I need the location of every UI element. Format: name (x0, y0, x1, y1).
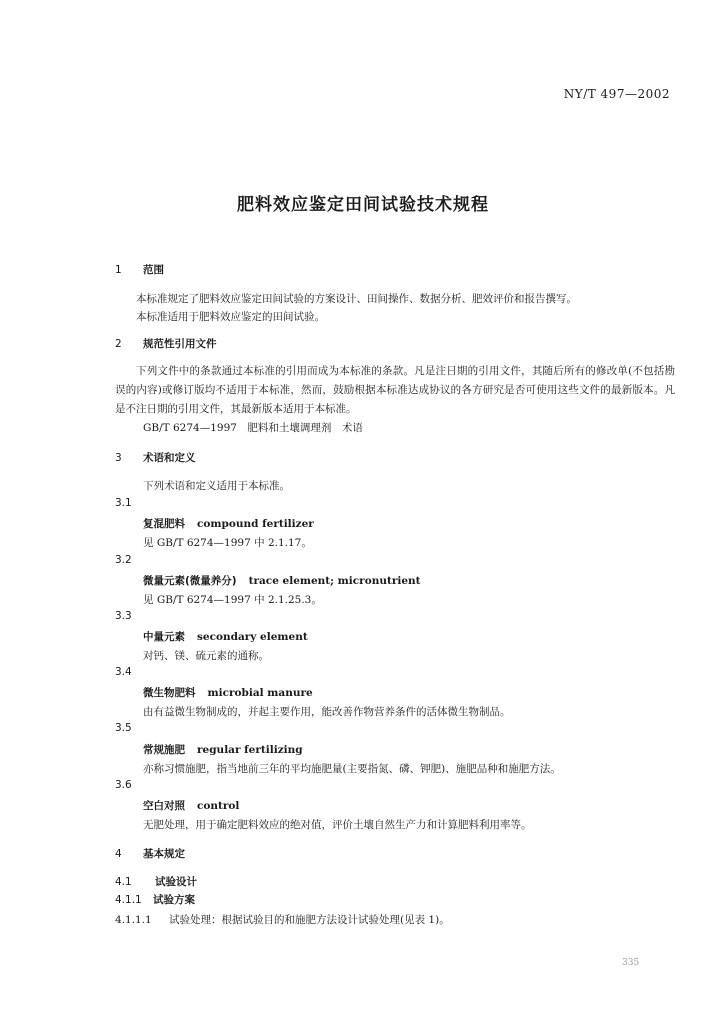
section-number: 4.1 (115, 876, 132, 888)
section-title: 术语和定义 (143, 452, 196, 464)
clause-number: 3.2 (115, 554, 132, 566)
clause-number: 3.4 (115, 666, 132, 678)
term-en: control (197, 800, 240, 812)
term-definition: 见 GB/T 6274—1997 中 2.1.25.3。 (143, 594, 322, 606)
section-title: 规范性引用文件 (143, 338, 217, 350)
document-title: 肥料效应鉴定田间试验技术规程 (237, 195, 489, 215)
term-en: microbial manure (207, 687, 313, 699)
clause-4-1-1-1 (115, 912, 450, 927)
term-en: regular fertilizing (197, 744, 303, 756)
term-zh: 中量元素 (143, 631, 185, 643)
term-zh: 复混肥料 (143, 518, 185, 530)
term-en: secondary element (197, 631, 308, 643)
section-1-heading (115, 262, 164, 277)
section-title: 试验方案 (153, 894, 195, 906)
paragraph: 下列术语和定义适用于本标准。 (143, 480, 290, 492)
term-zh: 微生物肥料 (143, 687, 196, 699)
term-zh: 空白对照 (143, 800, 185, 812)
clause-number: 3.6 (115, 779, 132, 791)
subsection-4-1-1-heading (115, 892, 195, 907)
normative-reference: GB/T 6274—1997 肥料和土壤调理剂 术语 (143, 422, 363, 434)
term-definition: 亦称习惯施肥，指当地前三年的平均施肥量(主要指氮、磷、钾肥)、施肥品种和施肥方法。 (143, 763, 561, 775)
section-number: 1 (115, 264, 122, 276)
clause-number: 3.1 (115, 497, 132, 509)
term-zh: 常规施肥 (143, 744, 185, 756)
clause-number: 3.3 (115, 610, 132, 622)
term-definition: 对钙、镁、硫元素的通称。 (143, 650, 269, 662)
term-definition: 由有益微生物制成的，并起主要作用，能改善作物营养条件的活体微生物制品。 (143, 706, 511, 718)
section-title: 基本规定 (143, 848, 185, 860)
term-zh: 微量元素(微量养分) (143, 575, 237, 587)
term-en: trace element; micronutrient (248, 575, 421, 587)
term-entry (143, 685, 313, 700)
section-number: 3 (115, 452, 122, 464)
section-4-heading (115, 846, 185, 861)
section-number: 4.1.1.1 (115, 914, 152, 926)
section-3-heading (115, 450, 196, 465)
term-en: compound fertilizer (197, 518, 314, 530)
paragraph: 本标准适用于肥料效应鉴定的田间试验。 (136, 311, 325, 323)
term-entry (143, 516, 314, 531)
section-title: 范围 (143, 264, 164, 276)
term-entry (143, 573, 421, 588)
term-entry (143, 629, 308, 644)
standard-code: NY/T 497—2002 (563, 87, 670, 101)
term-entry (143, 742, 303, 757)
term-entry (143, 798, 239, 813)
paragraph: 下列文件中的条款通过本标准的引用而成为本标准的条款。凡是注日期的引用文件，其随后所有的修改单(不包括勘误的内容)或修订版均不适用于本标准，然而，鼓励根据本标准达成协议的各方研究是否可使用这些文件的最新版本。凡是不注日期的引用文件，其最新版本适用于本标准。 (115, 365, 675, 415)
section-number: 4 (115, 848, 122, 860)
section-number: 4.1.1 (115, 894, 142, 906)
section-number: 2 (115, 338, 122, 350)
clause-number: 3.5 (115, 722, 132, 734)
term-definition: 见 GB/T 6274—1997 中 2.1.17。 (143, 537, 312, 549)
clause-text: 试验处理：根据试验目的和施肥方法设计试验处理(见表 1)。 (169, 914, 450, 926)
term-definition: 无肥处理，用于确定肥料效应的绝对值，评价土壤自然生产力和计算肥料利用率等。 (143, 819, 532, 831)
section-2-heading (115, 336, 217, 351)
paragraph: 本标准规定了肥料效应鉴定田间试验的方案设计、田间操作、数据分析、肥效评价和报告撰写。 (136, 293, 577, 305)
section-title: 试验设计 (155, 876, 197, 888)
page-number: 335 (622, 958, 640, 968)
subsection-4-1-heading (115, 874, 197, 889)
